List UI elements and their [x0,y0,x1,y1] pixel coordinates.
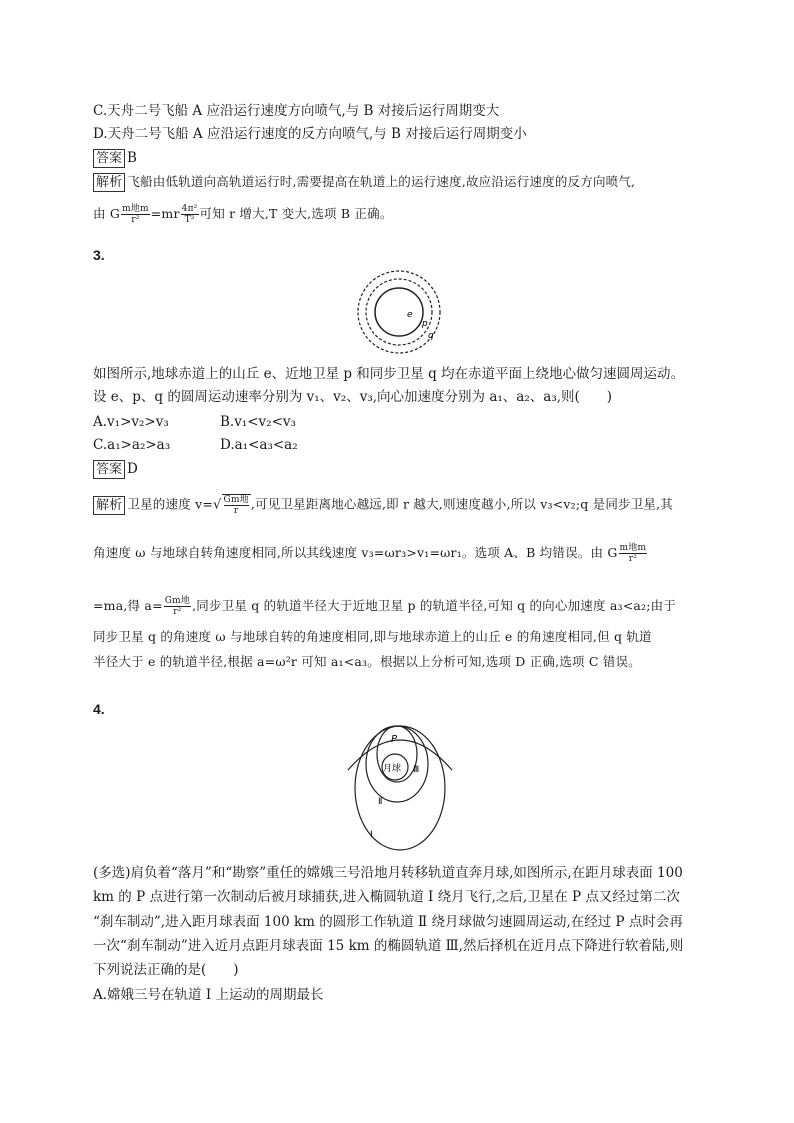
q3-option-b: B.v₁<v₂<v₃ [220,414,296,430]
q3-analysis-line5: 半径大于 e 的轨道半径,根据 a=ω²r 可知 a₁<a₃。根据以上分析可知,选项 D 正确,选项 C 错误。 [93,654,641,669]
q3-analysis-line2: 角速度 ω 与地球自转角速度相同,所以其线速度 v₃=ωr₃>v₁=ωr₁。选项 A、B 均错误。由 G $\frac{\text{m地m}}{\text{r²}}$ [93,543,647,564]
q4-stem-line2: km 的 P 点进行第一次制动后被月球捕获,进入椭圆轨道 Ⅰ 绕月飞行,之后,卫星在 P 点又经过第二次 [93,889,680,905]
q2-option-c: C.天舟二号飞船 A 应沿运行速度方向喷气,与 B 对接后运行周期变大 [93,103,500,119]
label-orbit-2: Ⅱ [378,797,383,807]
label-p: p [422,319,428,329]
formula-fraction: $\frac{\text{Gm地}}{\text{r²}}$ [164,596,191,617]
q3-options-cd [93,435,298,455]
q4-stem-line5: 下列说法正确的是( ) [93,962,239,978]
formula-fraction: $\frac{\text{m地m}}{\text{r²}}$ [122,204,149,225]
q3-analysis-line4: 同步卫星 q 的角速度 ω 与地球自转的角速度相同,即与地球赤道上的山丘 e 的角速度相同,但 q 轨道 [93,629,652,644]
q3-answer: D [127,461,138,477]
label-moon: 月球 [383,764,402,774]
q4-stem-line1: (多选)肩负着“落月”和“勘察”重任的嫦娥三号沿地月转移轨道直奔月球,如图所示,在距月球表面 100 [93,865,683,881]
formula-fraction: $\frac{\text{4π²}}{\text{T²}}$ [181,204,198,225]
q4-option-a: A.嫦娥三号在轨道 Ⅰ 上运动的周期最长 [93,987,324,1003]
orbit-1-ellipse [355,726,445,850]
analysis-label: 解析 [93,173,125,192]
label-p: P [391,734,398,745]
label-orbit-3: Ⅲ [413,765,420,775]
q3-option-a: A.v₁>v₂>v₃ [93,414,169,430]
q4-stem-line4: 一次“刹车制动”进入近月点距月球表面 15 km 的椭圆轨道 Ⅲ,然后择机在近月点下降进行软着陆,则 [93,938,684,954]
q3-answer-row [93,459,138,479]
answer-label: 答案 [93,149,125,168]
formula-fraction: $\frac{\text{m地m}}{\text{r²}}$ [619,543,647,564]
q3-stem-line1: 如图所示,地球赤道上的山丘 e、近地卫星 p 和同步卫星 q 均在赤道平面上绕地心做匀速圆周运动。 [93,366,685,382]
q3-option-c: C.a₁>a₂>a₃ [93,437,171,453]
orbit-p-circle [366,279,432,345]
q2-analysis-line1: 解析 飞船由低轨道向高轨道运行时,需要提高在轨道上的运行速度,故应沿运行速度的反方向喷气, [93,172,635,192]
q3-orbit-figure [355,268,445,358]
earth-circle [375,288,423,336]
q4-number: 4. [93,701,105,717]
label-e: e [407,310,413,320]
q3-number: 3. [93,247,105,263]
q2-analysis-line2: 由 G $\frac{\text{m地m}}{\text{r²}}$ =mr $\frac{\text{4π²}}{\text{T²}}$ 可知 r 增大,T 变大,选项 B 正确。 [93,204,393,225]
answer-label: 答案 [93,460,125,479]
q4-stem-line3: “刹车制动”,进入距月球表面 100 km 的圆形工作轨道 Ⅱ 绕月球做匀速圆周运动,在经过 P 点时会再 [93,914,683,930]
label-q: q [428,331,434,341]
q3-option-d: D.a₁<a₃<a₂ [220,437,298,453]
q4-orbit-figure [340,724,460,852]
label-orbit-1: Ⅰ [370,830,373,840]
q2-option-d: D.天舟二号飞船 A 应沿运行速度的反方向喷气,与 B 对接后运行周期变小 [93,126,527,142]
formula-sqrt: Gm地 r [223,495,249,516]
q2-answer: B [127,150,137,166]
q2-answer-row [93,148,137,168]
q3-stem-line2: 设 e、p、q 的圆周运动速率分别为 v₁、v₂、v₃,向心加速度分别为 a₁、a₂、a₃,则( ) [93,389,613,405]
q3-analysis-line3: =ma,得 a= $\frac{\text{Gm地}}{\text{r²}}$ ,同步卫星 q 的轨道半径大于近地卫星 p 的轨道半径,可知 q 的向心加速度 a₃<a₂;由于 [93,596,677,617]
q3-options-ab [93,412,296,432]
analysis-label: 解析 [93,496,125,515]
q3-analysis-line1: 解析 卫星的速度 v=√ Gm地 r ,可见卫星距离地心越远,即 r 越大,则速度越小,所以 v₃<v₂;q 是同步卫星,其 [93,494,673,516]
